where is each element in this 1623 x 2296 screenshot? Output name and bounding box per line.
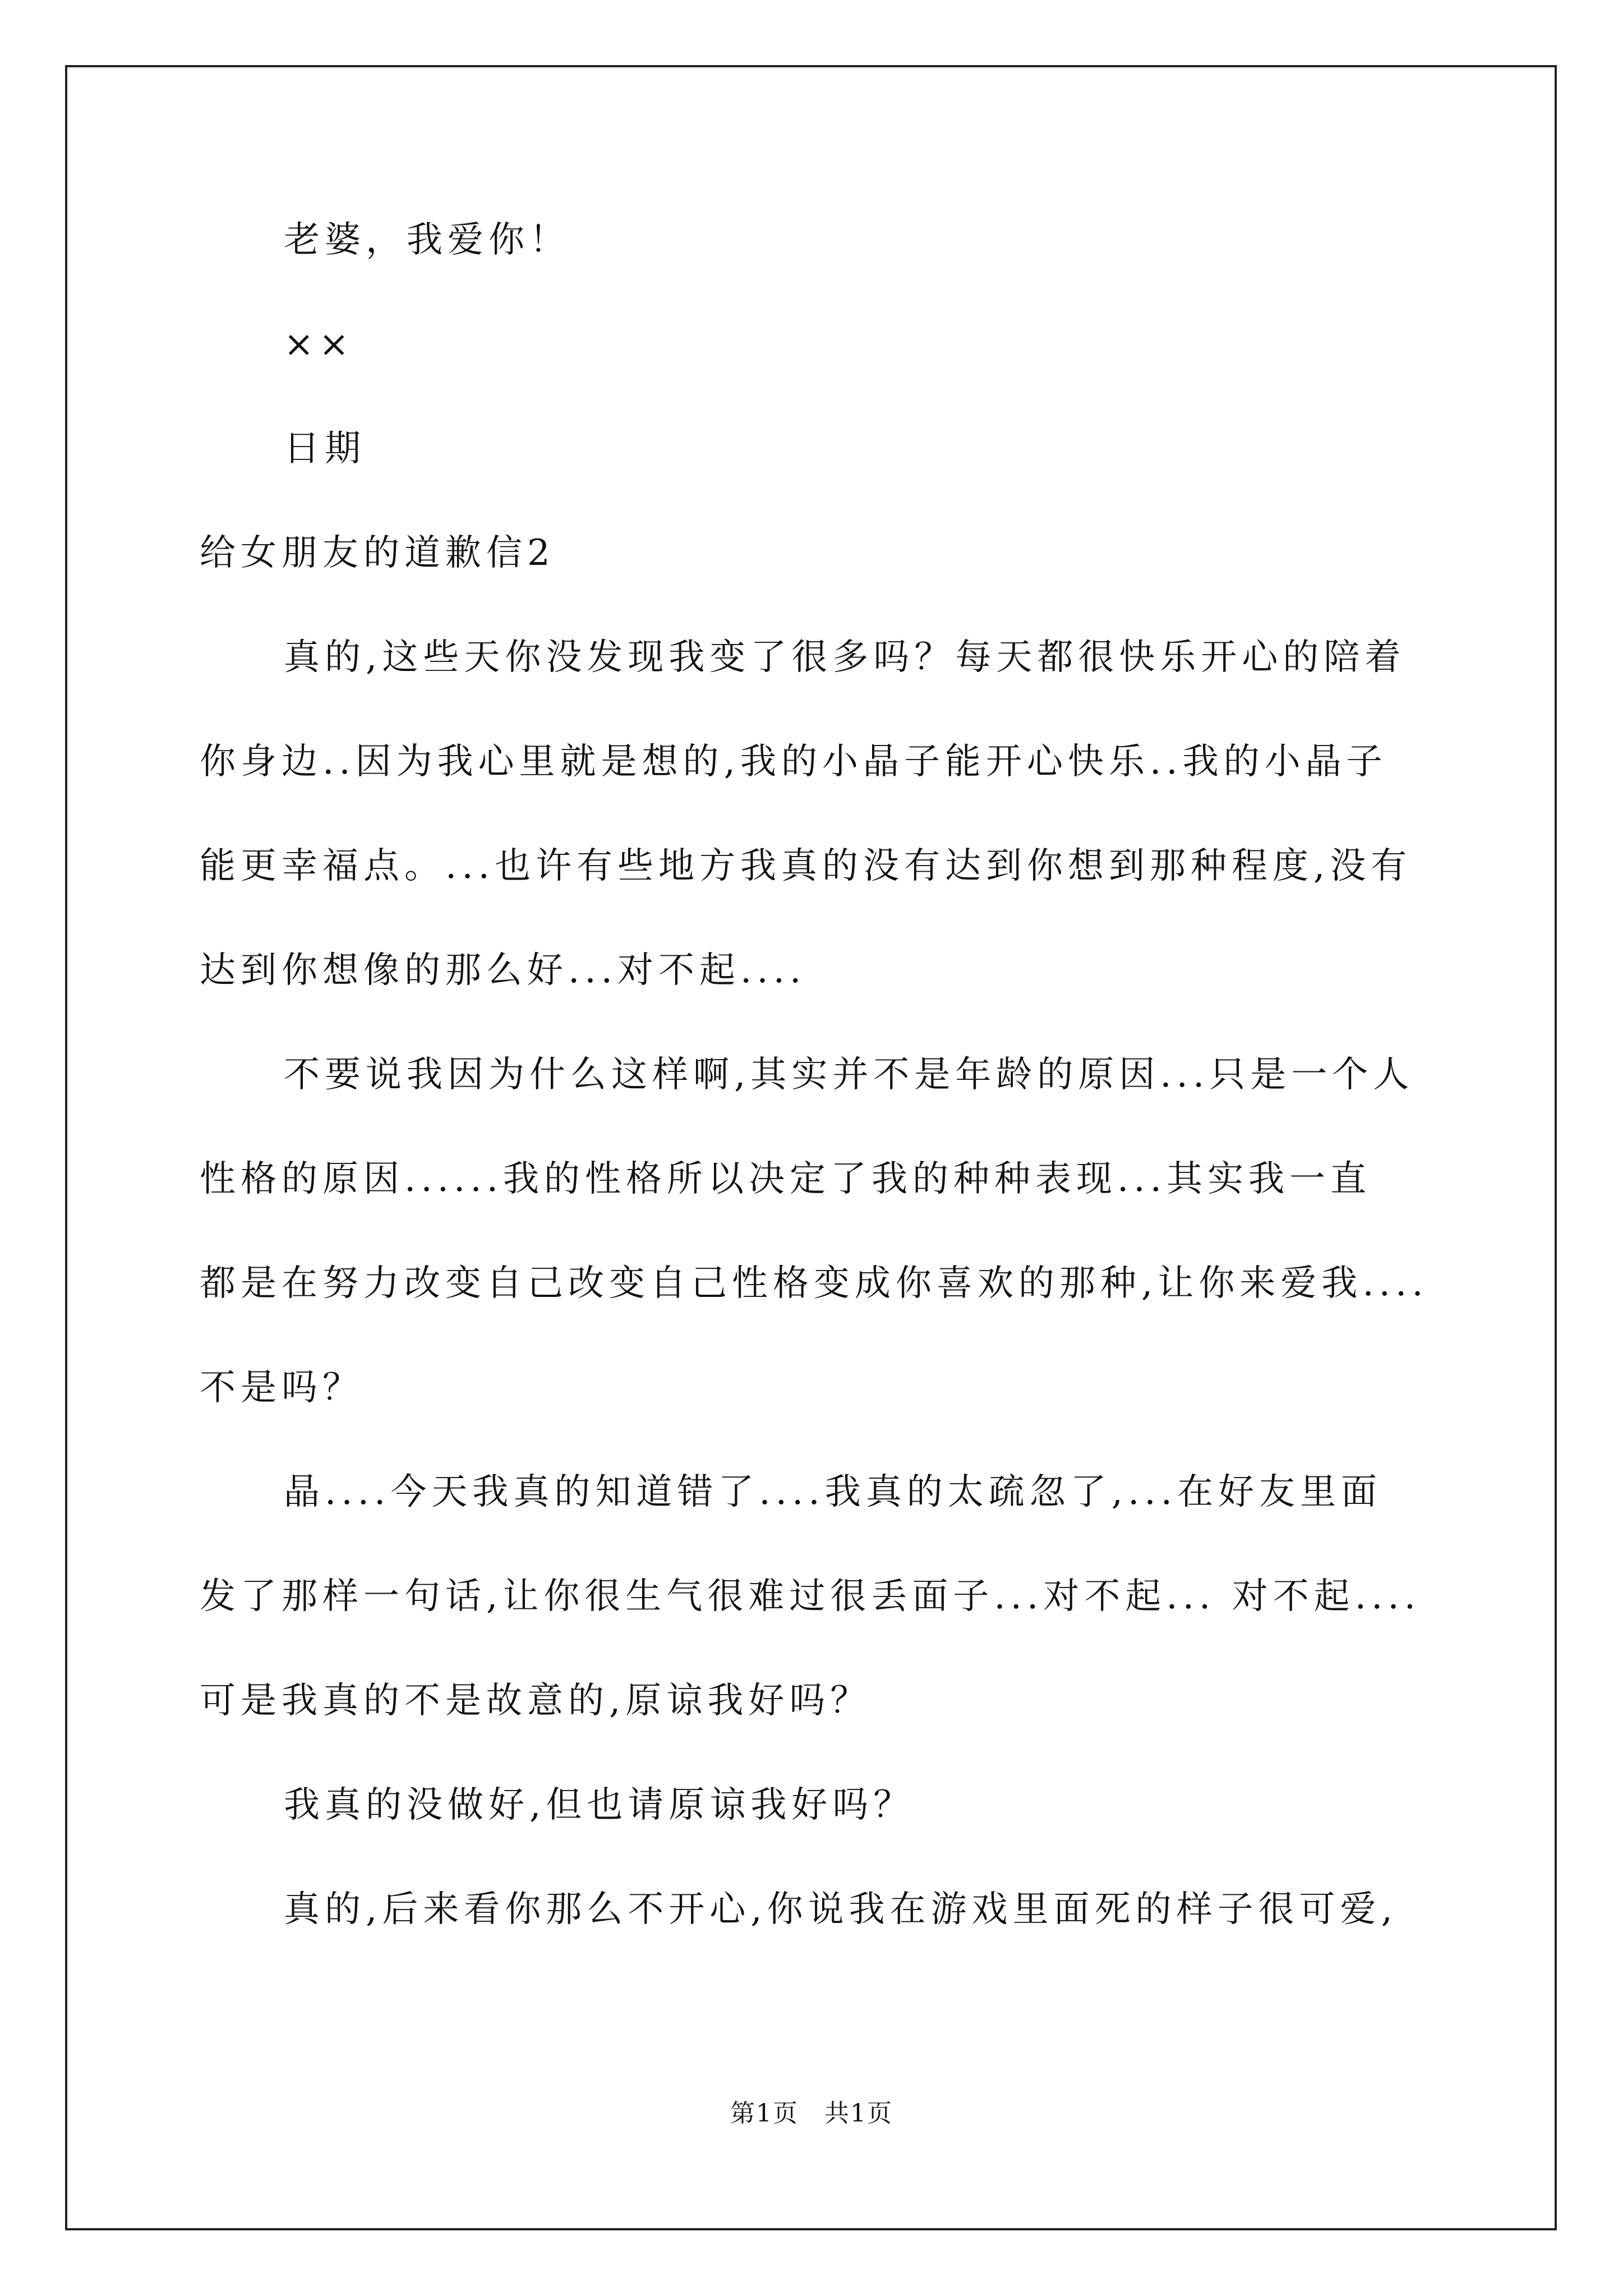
paragraph-line: 真的,这些天你没发现我变了很多吗？每天都很快乐开心的陪着 [284,637,1406,678]
paragraph-line: 你身边..因为我心里就是想的,我的小晶子能开心快乐..我的小晶子 [200,741,1387,783]
date-line: 日期 [284,428,366,470]
signature-line: ×× [284,324,354,365]
paragraph-line: 都是在努力改变自己改变自己性格变成你喜欢的那种,让你来爱我.... [200,1263,1428,1304]
paragraph-line: 不要说我因为什么这样啊,其实并不是年龄的原因...只是一个人 [284,1054,1414,1096]
section-title: 给女朋友的道歉信2 [200,532,555,574]
paragraph-line: 我真的没做好,但也请原谅我好吗？ [284,1784,915,1826]
paragraph-line: 不是吗？ [200,1367,363,1409]
paragraph-line: 晶....今天我真的知道错了....我真的太疏忽了,...在好友里面 [284,1471,1382,1513]
paragraph-line: 发了那样一句话,让你很生气很难过很丢面子...对不起... 对不起.... [200,1576,1421,1617]
paragraph-line: 可是我真的不是故意的,原谅我好吗？ [200,1680,872,1722]
paragraph-line: 达到你想像的那么好...对不起.... [200,950,806,991]
paragraph-line: 性格的原因......我的性格所以决定了我的种种表现...其实我一直 [200,1158,1372,1200]
paragraph-line: 能更幸福点。...也许有些地方我真的没有达到你想到那种程度,没有 [200,845,1412,887]
paragraph-line: 真的,后来看你那么不开心,你说我在游戏里面死的样子很可爱, [284,1889,1398,1930]
signoff-line: 老婆，我爱你！ [284,219,570,261]
page-footer: 第1页 共1页 [730,2099,893,2128]
